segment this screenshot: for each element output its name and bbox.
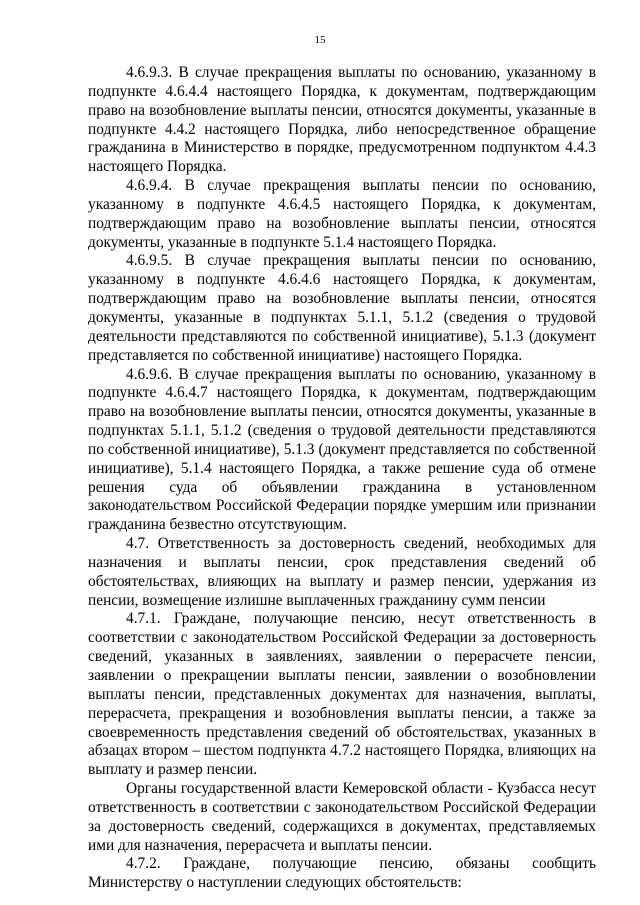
paragraph-4-6-9-3: 4.6.9.3. В случае прекращения выплаты по основанию, указанному в подпункте 4.6.4.4 настоящего Порядка, к документам, подтверждающим право на возобновление выплаты пенсии, относятся документы, указанные в подпункте 4.4.2 настоящего Порядка, либо непосредственное обращение гражданина в Министерство в порядке, предусмотренном подпунктом 4.4.3 настоящего Порядка. — [88, 64, 596, 176]
paragraph-4-6-9-5: 4.6.9.5. В случае прекращения выплаты пенсии по основанию, указанному в подпункте 4.6.4.6 настоящего Порядка, к документам, подтверждающим право на возобновление выплаты пенсии, относятся документы, указанные в подпунктах 5.1.1, 5.1.2 (сведения о трудовой деятельности представляются по собственной инициативе), 5.1.3 (документ представляется по собственной инициативе) настоящего Порядка. — [88, 252, 596, 364]
paragraph-authorities-responsibility: Органы государственной власти Кемеровской области - Кузбасса несут ответственность в соответствии с законодательством Российской Федерации за достоверность сведений, содержащихся в документах, представляемых ими для назначения, перерасчета и выплаты пенсии. — [88, 780, 596, 854]
paragraph-4-7-2: 4.7.2. Граждане, получающие пенсию, обязаны сообщить Министерству о наступлении следующих обстоятельств: — [88, 855, 596, 892]
page-number: 15 — [314, 34, 326, 46]
paragraph-4-6-9-6: 4.6.9.6. В случае прекращения выплаты по основанию, указанному в подпункте 4.6.4.7 настоящего Порядка, к документам, подтверждающим право на возобновление выплаты пенсии, относятся документы, указанные в подпунктах 5.1.1, 5.1.2 (сведения о трудовой деятельности представляются по собственной инициативе), 5.1.3 (документ представляется по собственной инициативе), 5.1.4 настоящего Порядка, а также решение суда об отмене решения суда об объявлении гражданина в установленном законодательством Российской Федерации порядке умершим или признании гражданина безвестно отсутствующим. — [88, 365, 596, 534]
document-body — [88, 64, 596, 893]
paragraph-4-7-1: 4.7.1. Граждане, получающие пенсию, несут ответственность в соответствии с законодательством Российской Федерации за достоверность сведений, указанных в заявлениях, заявлении о перерасчете пенсии, заявлении о прекращении выплаты пенсии, заявлении о возобновлении выплаты пенсии, представленных документах для назначения, выплаты, перерасчета, прекращения и возобновления выплаты пенсии, а также за своевременность представления сведений об обстоятельствах, указанных в абзацах втором – шестом подпункта 4.7.2 настоящего Порядка, влияющих на выплату и размер пенсии. — [88, 610, 596, 779]
section-heading-4-7: 4.7. Ответственность за достоверность сведений, необходимых для назначения и выплаты пенсии, срок представления сведений об обстоятельствах, влияющих на выплату и размер пенсии, удержания из пенсии, возмещение излишне выплаченных гражданину сумм пенсии — [88, 535, 596, 609]
paragraph-4-6-9-4: 4.6.9.4. В случае прекращения выплаты пенсии по основанию, указанному в подпункте 4.6.4.5 настоящего Порядка, к документам, подтверждающим право на возобновление выплаты пенсии, относятся документы, указанные в подпункте 5.1.4 настоящего Порядка. — [88, 177, 596, 251]
